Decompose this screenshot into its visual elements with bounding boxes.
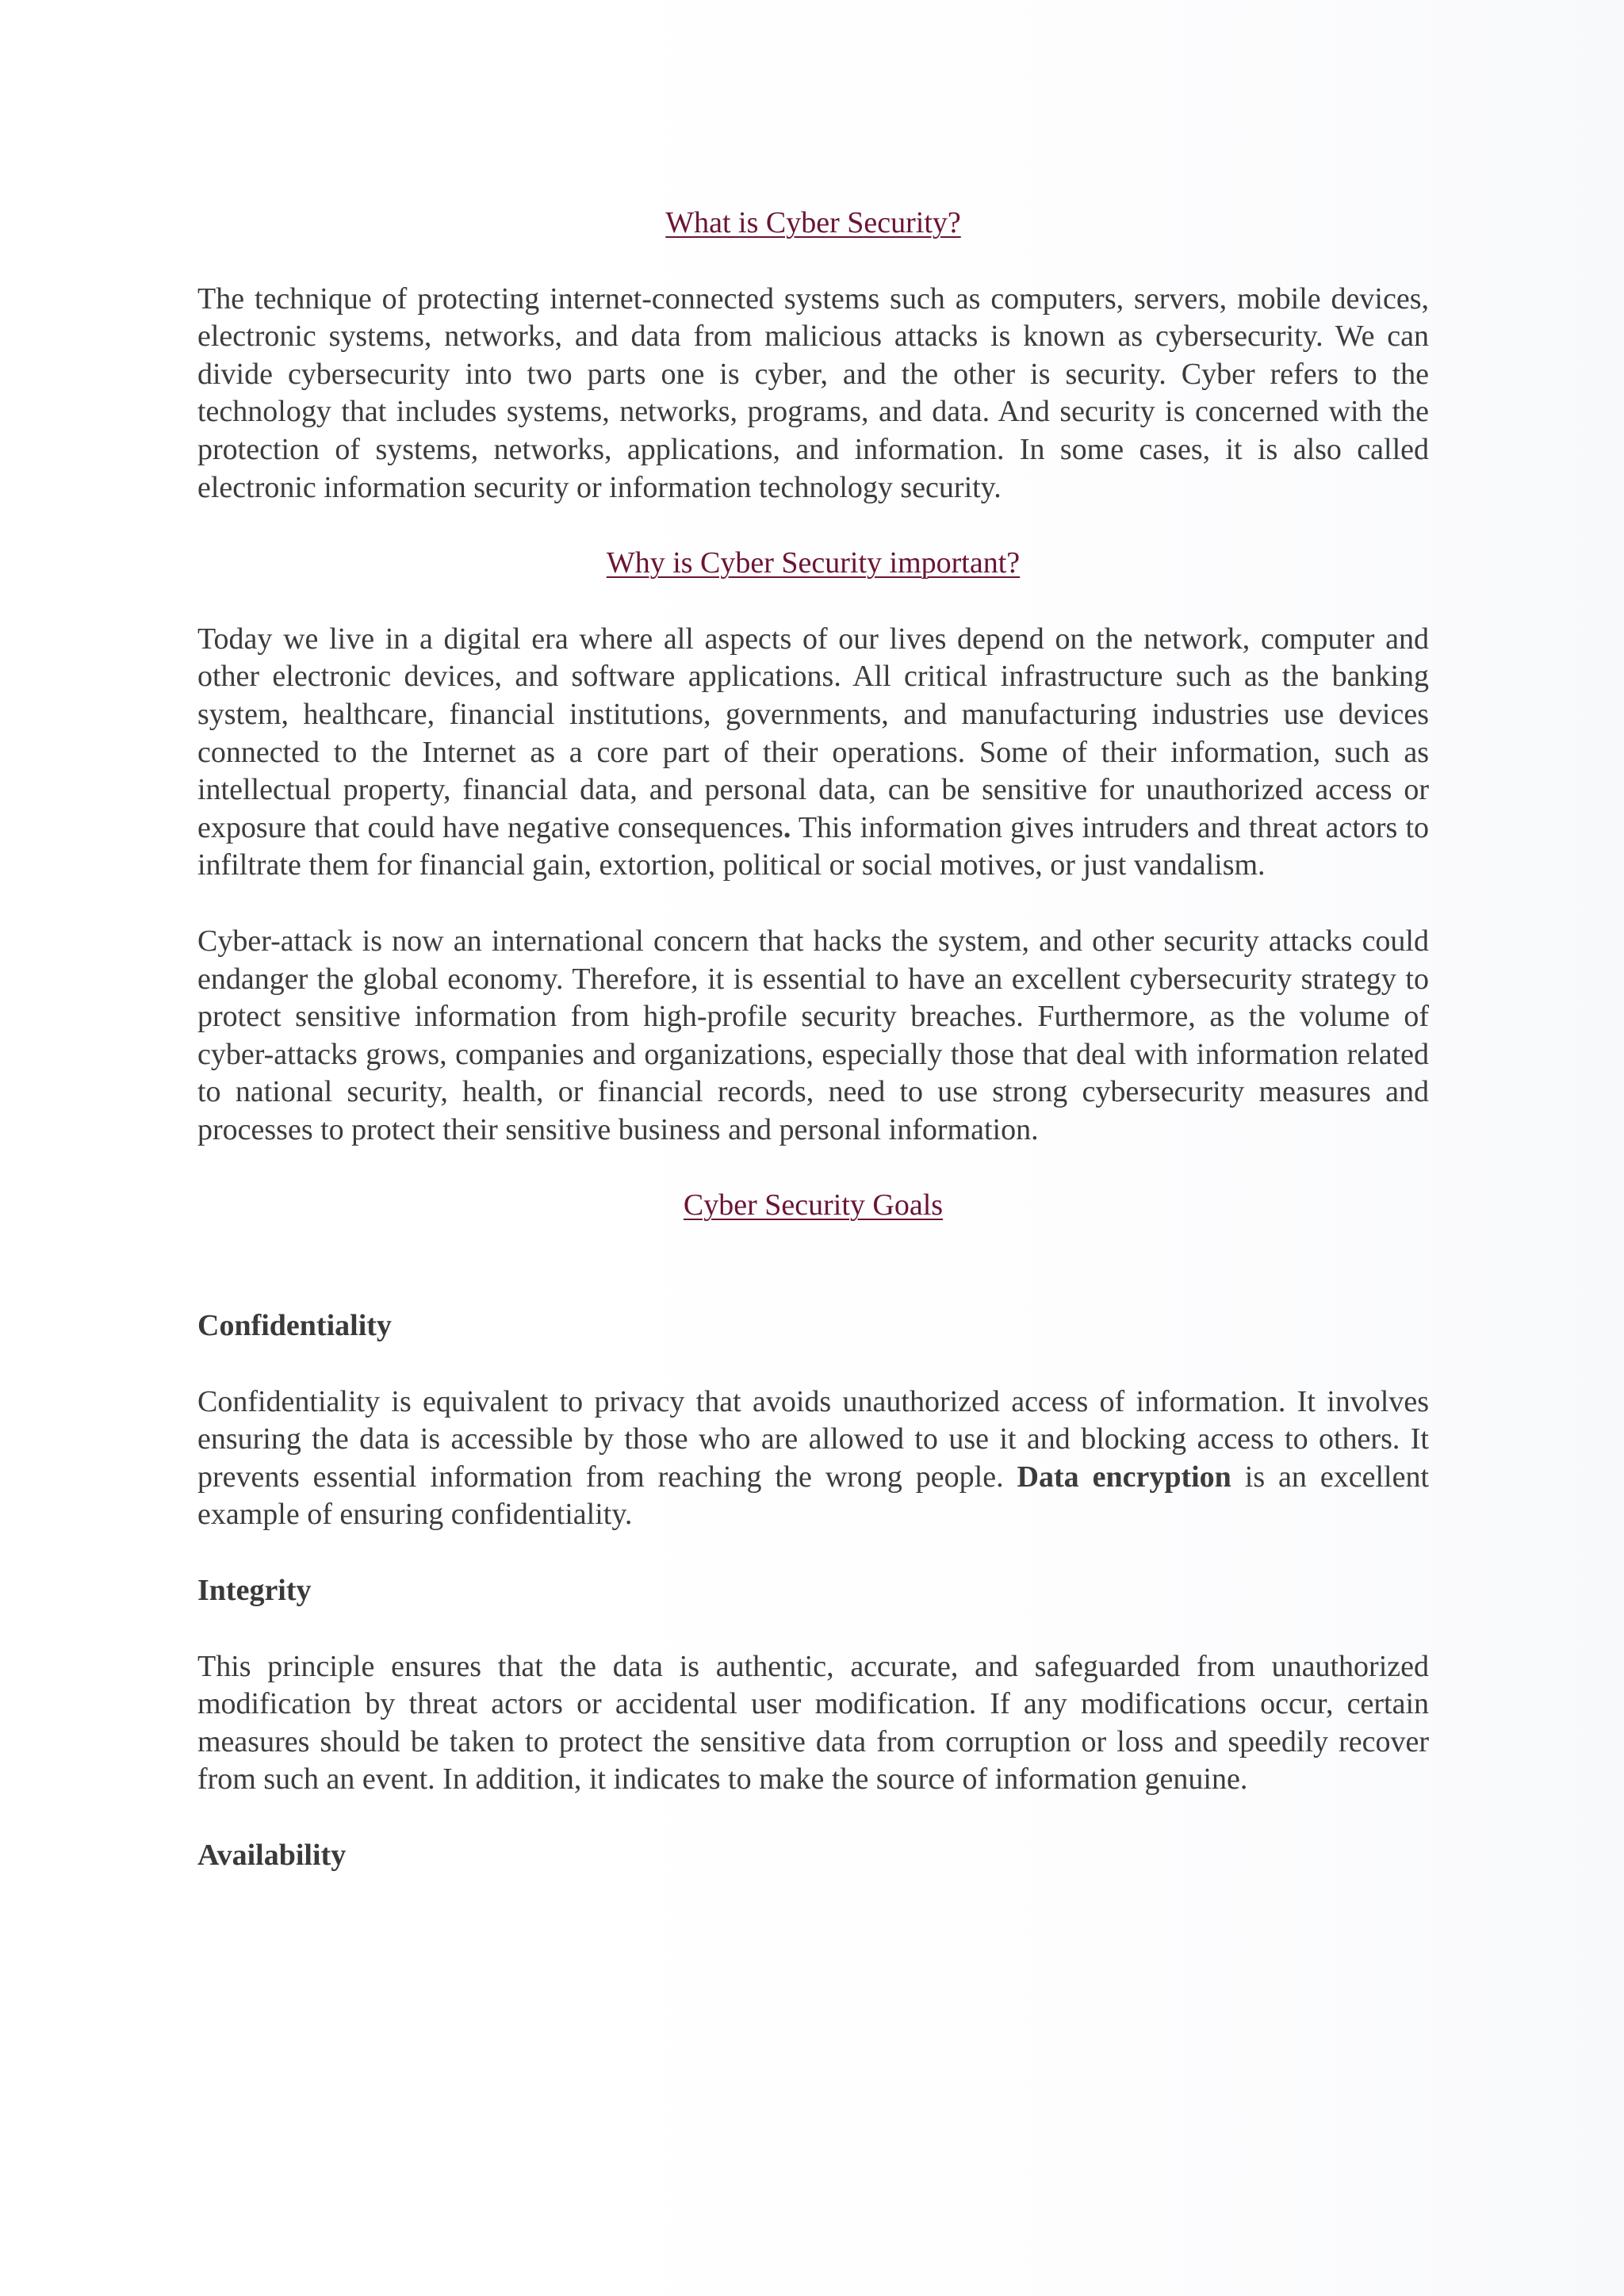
bold-period: . [783,810,791,844]
spacer [197,1149,1429,1187]
spacer [197,1345,1429,1383]
spacer [197,1534,1429,1572]
subheading-confidentiality: Confidentiality [197,1309,392,1343]
spacer [197,243,1429,281]
spacer [197,1225,1429,1307]
subheading-availability: Availability [197,1839,347,1872]
spacer [197,1799,1429,1837]
subheading-integrity: Integrity [197,1574,312,1608]
paragraph-what-is-cyber-security: The technique of protecting internet-connected systems such as computers, servers, mobile devices, electronic systems, networks, and data from malicious attacks is known as cybersecurity. We can divide cybersecurity into two parts one is cyber, and the other is security. Cyber refers to the technology that includes systems, networks, programs, and data. And security is concerned with the protection of systems, networks, applications, and information. In some cases, it is also called electronic information security or information technology security. [197,281,1429,504]
spacer [197,1610,1429,1648]
paragraph-text: This information gives intruders and threat actors to infiltrate them for financial gain, extortion, political or social motives, or just vandalism. [197,810,1430,882]
document-content [197,205,1429,1875]
heading-cyber-security-goals: Cyber Security Goals [683,1188,944,1223]
paragraph-text: Confidentiality is equivalent to privacy that avoids unauthorized access of information. It involves ensuring the data is accessible by those who are allowed to use it and blocking access to others. It prevents essential information from reaching the wrong people. [197,1384,1429,1494]
paragraph-why-important-1 [197,621,1429,885]
paragraph-why-important-2: Cyber-attack is now an international concern that hacks the system, and other security attacks could endanger the global economy. Therefore, it is essential to have an excellent cybersecurity strategy to protect sensitive information from high-profile security breaches. Furthermore, as the volume of cyber-attacks grows, companies and organizations, especially those that deal with information related to national security, health, or financial records, need to use strong cybersecurity measures and processes to protect their sensitive business and personal information. [197,924,1429,1146]
bold-term: Data encryption [1017,1460,1231,1494]
paragraph-text: Today we live in a digital era where all aspects of our lives depend on the network, computer and other electronic devices, and software applications. All critical infrastructure such as the banking system, healthcare, financial institutions, governments, and manufacturing industries use devices connected to the Internet as a core part of their operations. Some of their information, such as intellectual property, financial data, and personal data, can be sensitive for unauthorized access or exposure that could have negative consequences [197,622,1429,844]
spacer [197,583,1429,621]
paragraph-integrity: This principle ensures that the data is authentic, accurate, and safeguarded from unauthorized modification by threat actors or accidental user modification. If any modifications occur, certain measures should be taken to protect the sensitive data from corruption or loss and speedily recover from such an event. In addition, it indicates to make the source of information genuine. [197,1649,1429,1797]
paragraph-text: is an excellent example of ensuring confidentiality. [197,1460,1429,1532]
paragraph-confidentiality [197,1383,1429,1534]
heading-what-is-cyber-security: What is Cyber Security? [665,206,961,239]
spacer [197,507,1429,545]
heading-why-important: Why is Cyber Security important? [606,546,1021,580]
spacer [197,885,1429,923]
